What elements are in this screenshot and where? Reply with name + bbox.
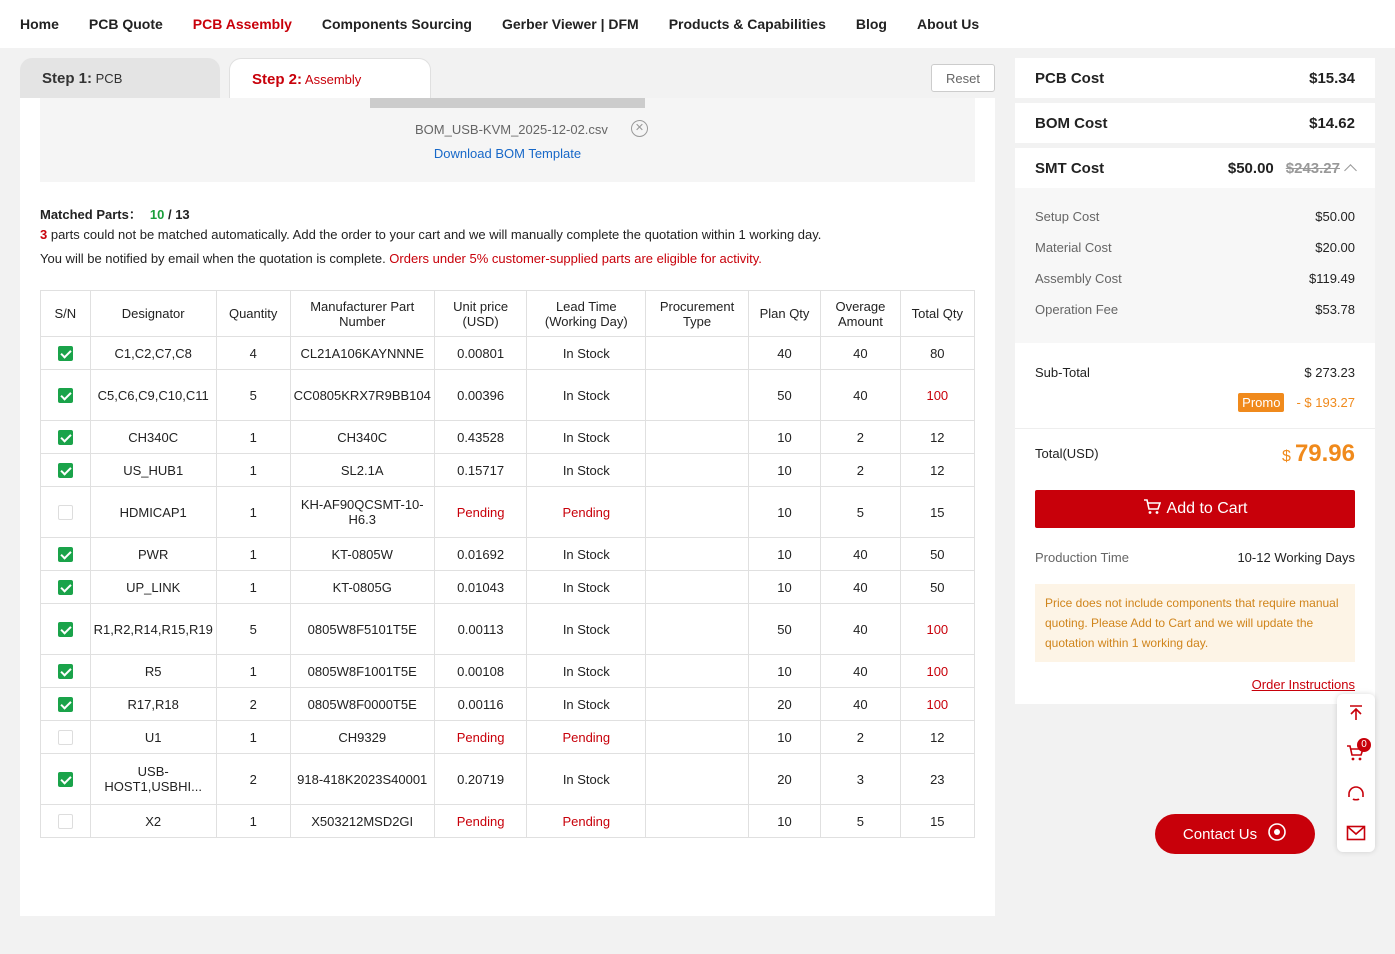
procurement-type-cell	[646, 721, 749, 754]
overage-cell: 5	[821, 805, 900, 838]
subtotal-label: Sub-Total	[1035, 365, 1090, 380]
bom-cost-value: $14.62	[1309, 114, 1355, 132]
activity-notice: Orders under 5% customer-supplied parts are eligible for activity.	[389, 251, 762, 266]
operation-fee-row	[1035, 302, 1355, 317]
sn-cell	[41, 655, 91, 688]
support-icon[interactable]	[1337, 774, 1375, 812]
cart-icon[interactable]	[1337, 734, 1375, 772]
plan-qty-cell: 10	[748, 721, 820, 754]
procurement-type-cell	[646, 487, 749, 538]
procurement-type-cell	[646, 454, 749, 487]
col-header-quantity: Quantity	[216, 291, 290, 337]
procurement-type-cell	[646, 370, 749, 421]
plan-qty-cell: 10	[748, 454, 820, 487]
plan-qty-cell: 10	[748, 805, 820, 838]
contact-us-button[interactable]	[1155, 814, 1315, 854]
order-instructions-link[interactable]: Order Instructions	[1251, 677, 1355, 692]
cart-icon	[1143, 499, 1161, 520]
matched-count: 10	[149, 207, 165, 222]
procurement-type-cell	[646, 688, 749, 721]
table-row	[41, 454, 975, 487]
lead-time-cell: Pending	[527, 805, 646, 838]
row-checkbox[interactable]	[58, 697, 73, 712]
nav-pcb-assembly[interactable]: PCB Assembly	[192, 16, 292, 32]
total-qty-cell: 12	[900, 721, 974, 754]
plan-qty-cell: 10	[748, 487, 820, 538]
quantity-cell: 5	[216, 370, 290, 421]
smt-cost-details	[1015, 188, 1375, 343]
col-header-procurement-type: Procurement Type	[646, 291, 749, 337]
unmatched-notice	[40, 227, 821, 242]
col-header-lead-time: Lead Time (Working Day)	[527, 291, 646, 337]
table-row	[41, 571, 975, 604]
designator-cell: R5	[90, 655, 216, 688]
row-checkbox[interactable]	[58, 772, 73, 787]
cost-summary	[1015, 58, 1375, 704]
overage-cell: 2	[821, 421, 900, 454]
lead-time-cell: In Stock	[527, 655, 646, 688]
table-row	[41, 421, 975, 454]
procurement-type-cell	[646, 805, 749, 838]
nav-blog[interactable]: Blog	[855, 16, 887, 32]
tab-step2-assembly[interactable]	[229, 58, 431, 99]
nav-gerber-viewer[interactable]: Gerber Viewer | DFM	[502, 16, 639, 32]
quantity-cell: 4	[216, 337, 290, 370]
sn-cell	[41, 805, 91, 838]
row-checkbox[interactable]	[58, 463, 73, 478]
tab-step1-pcb[interactable]	[20, 58, 220, 98]
pcb-cost-row	[1015, 58, 1375, 98]
email-notice	[40, 251, 762, 266]
designator-cell: X2	[90, 805, 216, 838]
subtotal-row	[1035, 365, 1355, 380]
smt-cost-value: $50.00	[1227, 159, 1274, 177]
bom-table-header	[41, 291, 975, 337]
unit-price-cell: 0.00108	[434, 655, 526, 688]
mpn-cell: KT-0805G	[290, 571, 434, 604]
setup-cost-value: $50.00	[1315, 209, 1355, 224]
row-checkbox[interactable]	[58, 430, 73, 445]
overage-cell: 40	[821, 571, 900, 604]
smt-cost-values	[1228, 160, 1355, 177]
designator-cell: R17,R18	[90, 688, 216, 721]
unit-price-cell: Pending	[434, 721, 526, 754]
mpn-cell: 0805W8F5101T5E	[290, 604, 434, 655]
col-header-designator: Designator	[90, 291, 216, 337]
promo-discount: - $ 193.27	[1296, 395, 1355, 410]
total-qty-cell: 100	[900, 688, 974, 721]
bom-upload-area	[40, 98, 975, 182]
overage-cell: 40	[821, 538, 900, 571]
nav-products[interactable]: Products & Capabilities	[668, 16, 826, 32]
nav-home[interactable]: Home	[20, 16, 59, 32]
table-row	[41, 538, 975, 571]
email-notice-text: You will be notified by email when the quotation is complete.	[40, 251, 390, 266]
quantity-cell: 1	[216, 538, 290, 571]
overage-cell: 40	[821, 655, 900, 688]
upload-progress-bar	[370, 98, 645, 108]
lead-time-cell: Pending	[527, 487, 646, 538]
quantity-cell: 1	[216, 805, 290, 838]
procurement-type-cell	[646, 655, 749, 688]
mpn-cell: CL21A106KAYNNNE	[290, 337, 434, 370]
total-qty-cell: 12	[900, 454, 974, 487]
lead-time-cell: In Stock	[527, 604, 646, 655]
back-to-top-icon[interactable]	[1337, 694, 1375, 732]
unit-price-cell: 0.01043	[434, 571, 526, 604]
table-row	[41, 655, 975, 688]
procurement-type-cell	[646, 571, 749, 604]
sn-cell	[41, 538, 91, 571]
contact-us-label: Contact Us	[1182, 825, 1258, 843]
unit-price-cell: 0.01692	[434, 538, 526, 571]
lead-time-cell: In Stock	[527, 337, 646, 370]
nav-components-sourcing[interactable]: Components Sourcing	[321, 16, 472, 32]
procurement-type-cell	[646, 421, 749, 454]
mpn-cell: 0805W8F1001T5E	[290, 655, 434, 688]
lead-time-cell: In Stock	[527, 688, 646, 721]
designator-cell: PWR	[90, 538, 216, 571]
mail-icon[interactable]	[1337, 814, 1375, 852]
table-row	[41, 604, 975, 655]
left-panel	[20, 58, 995, 916]
overage-cell: 40	[821, 604, 900, 655]
row-checkbox[interactable]	[58, 346, 73, 361]
row-checkbox[interactable]	[58, 580, 73, 595]
unit-price-cell: 0.00113	[434, 604, 526, 655]
matched-parts-label: Matched Parts：	[40, 207, 142, 222]
subtotal-value: $ 273.23	[1304, 365, 1355, 380]
operation-fee-value: $53.78	[1315, 302, 1355, 317]
overage-cell: 5	[821, 487, 900, 538]
quantity-cell: 5	[216, 604, 290, 655]
unit-price-cell: 0.20719	[434, 754, 526, 805]
smt-original-cost: $243.27	[1285, 159, 1340, 177]
table-row	[41, 721, 975, 754]
top-nav	[0, 0, 1395, 48]
col-header-plan-qty: Plan Qty	[748, 291, 820, 337]
bom-filename: BOM_USB-KVM_2025-12-02.csv	[415, 122, 608, 137]
col-header-mpn: Manufacturer Part Number	[290, 291, 434, 337]
mpn-cell: KT-0805W	[290, 538, 434, 571]
total-currency: $	[1282, 448, 1291, 465]
total-qty-cell: 100	[900, 370, 974, 421]
mpn-cell: X503212MSD2GI	[290, 805, 434, 838]
sn-cell	[41, 721, 91, 754]
quantity-cell: 1	[216, 487, 290, 538]
matched-total: 13	[175, 207, 190, 222]
designator-cell: R1,R2,R14,R15,R19	[90, 604, 216, 655]
unit-price-cell: 0.00396	[434, 370, 526, 421]
divider	[1015, 428, 1375, 429]
unit-price-cell: Pending	[434, 487, 526, 538]
total-amount: 79.96	[1294, 440, 1355, 467]
designator-cell: USB-HOST1,USBHI...	[90, 754, 216, 805]
table-row	[41, 370, 975, 421]
smt-cost-label: SMT Cost	[1035, 159, 1105, 177]
sn-cell	[41, 487, 91, 538]
assembly-cost-row	[1035, 271, 1355, 286]
lead-time-cell: Pending	[527, 721, 646, 754]
total-qty-cell: 100	[900, 604, 974, 655]
quantity-cell: 1	[216, 721, 290, 754]
plan-qty-cell: 20	[748, 754, 820, 805]
lead-time-cell: In Stock	[527, 370, 646, 421]
bom-cost-row	[1015, 103, 1375, 143]
sn-cell	[41, 421, 91, 454]
setup-cost-label: Setup Cost	[1035, 209, 1100, 224]
overage-cell: 2	[821, 454, 900, 487]
bom-table-body	[41, 337, 975, 838]
add-to-cart-label: Add to Cart	[1166, 500, 1248, 517]
designator-cell: US_HUB1	[90, 454, 216, 487]
setup-cost-row	[1035, 209, 1355, 224]
row-checkbox[interactable]	[58, 814, 73, 829]
table-row	[41, 337, 975, 370]
mpn-cell: 0805W8F0000T5E	[290, 688, 434, 721]
tab-step2-name: Assembly	[304, 72, 362, 87]
assembly-panel	[20, 98, 995, 916]
promo-badge: Promo	[1238, 393, 1284, 412]
total-qty-cell: 50	[900, 538, 974, 571]
designator-cell: C1,C2,C7,C8	[90, 337, 216, 370]
quantity-cell: 1	[216, 421, 290, 454]
lead-time-cell: In Stock	[527, 454, 646, 487]
overage-cell: 2	[821, 721, 900, 754]
price-notice: Price does not include components that require manual quoting. Please Add to Cart and we will update the quotation within 1 working day.	[1035, 584, 1355, 662]
total-qty-cell: 80	[900, 337, 974, 370]
sn-cell	[41, 688, 91, 721]
row-checkbox[interactable]	[58, 730, 73, 745]
bom-cost-label: BOM Cost	[1035, 114, 1108, 132]
production-time-value: 10-12 Working Days	[1237, 550, 1355, 565]
col-header-sn: S/N	[41, 291, 91, 337]
designator-cell: HDMICAP1	[90, 487, 216, 538]
procurement-type-cell	[646, 604, 749, 655]
mpn-cell: CC0805KRX7R9BB104	[290, 370, 434, 421]
mpn-cell: SL2.1A	[290, 454, 434, 487]
overage-cell: 40	[821, 370, 900, 421]
table-row	[41, 487, 975, 538]
download-bom-template-link[interactable]: Download BOM Template	[433, 146, 582, 161]
nav-about-us[interactable]: About Us	[916, 16, 980, 32]
total-value	[1282, 440, 1355, 468]
nav-pcb-quote[interactable]: PCB Quote	[88, 16, 163, 32]
total-qty-cell: 15	[900, 487, 974, 538]
total-qty-cell: 12	[900, 421, 974, 454]
production-time-row	[1035, 550, 1355, 565]
procurement-type-cell	[646, 754, 749, 805]
overage-cell: 3	[821, 754, 900, 805]
overage-cell: 40	[821, 688, 900, 721]
sn-cell	[41, 337, 91, 370]
total-qty-cell: 23	[900, 754, 974, 805]
row-checkbox[interactable]	[58, 622, 73, 637]
mpn-cell: 918-418K2023S40001	[290, 754, 434, 805]
promo-row	[1035, 393, 1355, 412]
headset-icon	[1267, 822, 1287, 847]
designator-cell: CH340C	[90, 421, 216, 454]
lead-time-cell: In Stock	[527, 538, 646, 571]
total-qty-cell: 100	[900, 655, 974, 688]
reset-button[interactable]: Reset	[931, 64, 995, 92]
tab-step1-label: Step 1:	[42, 70, 93, 87]
sn-cell	[41, 370, 91, 421]
row-checkbox[interactable]	[58, 664, 73, 679]
matched-parts-summary	[40, 204, 190, 223]
sn-cell	[41, 454, 91, 487]
plan-qty-cell: 20	[748, 688, 820, 721]
quantity-cell: 1	[216, 655, 290, 688]
plan-qty-cell: 10	[748, 421, 820, 454]
mpn-cell: CH340C	[290, 421, 434, 454]
quantity-cell: 2	[216, 754, 290, 805]
lead-time-cell: In Stock	[527, 571, 646, 604]
quantity-cell: 2	[216, 688, 290, 721]
add-to-cart-button[interactable]	[1035, 490, 1355, 528]
table-row	[41, 688, 975, 721]
material-cost-row	[1035, 240, 1355, 255]
designator-cell: C5,C6,C9,C10,C11	[90, 370, 216, 421]
sn-cell	[41, 754, 91, 805]
step-tabs	[20, 58, 995, 98]
col-header-unit-price: Unit price (USD)	[434, 291, 526, 337]
lead-time-cell: In Stock	[527, 754, 646, 805]
table-row	[41, 754, 975, 805]
bom-table	[40, 290, 975, 838]
chevron-up-icon[interactable]	[1344, 164, 1357, 177]
mpn-cell: CH9329	[290, 721, 434, 754]
total-qty-cell: 15	[900, 805, 974, 838]
matched-sep: /	[164, 207, 176, 222]
assembly-cost-value: $119.49	[1308, 271, 1355, 286]
plan-qty-cell: 10	[748, 538, 820, 571]
designator-cell: UP_LINK	[90, 571, 216, 604]
row-checkbox[interactable]	[58, 547, 73, 562]
col-header-overage-amount: Overage Amount	[821, 291, 900, 337]
floating-toolbar	[1337, 694, 1375, 852]
table-row	[41, 805, 975, 838]
material-cost-label: Material Cost	[1035, 240, 1112, 255]
procurement-type-cell	[646, 538, 749, 571]
total-label: Total(USD)	[1035, 446, 1099, 461]
unit-price-cell: 0.43528	[434, 421, 526, 454]
pcb-cost-value: $15.34	[1309, 69, 1355, 87]
quantity-cell: 1	[216, 571, 290, 604]
cart-badge: 0	[1357, 738, 1371, 752]
plan-qty-cell: 10	[748, 655, 820, 688]
unit-price-cell: 0.00116	[434, 688, 526, 721]
plan-qty-cell: 40	[748, 337, 820, 370]
total-qty-cell: 50	[900, 571, 974, 604]
plan-qty-cell: 50	[748, 370, 820, 421]
production-time-label: Production Time	[1035, 550, 1129, 565]
plan-qty-cell: 50	[748, 604, 820, 655]
row-checkbox[interactable]	[58, 388, 73, 403]
pcb-cost-label: PCB Cost	[1035, 69, 1105, 87]
mpn-cell: KH-AF90QCSMT-10-H6.3	[290, 487, 434, 538]
unit-price-cell: 0.00801	[434, 337, 526, 370]
close-circle-icon[interactable]: ✕	[631, 120, 648, 137]
assembly-cost-label: Assembly Cost	[1035, 271, 1122, 286]
sn-cell	[41, 571, 91, 604]
procurement-type-cell	[646, 337, 749, 370]
operation-fee-label: Operation Fee	[1035, 302, 1119, 317]
unit-price-cell: Pending	[434, 805, 526, 838]
lead-time-cell: In Stock	[527, 421, 646, 454]
designator-cell: U1	[90, 721, 216, 754]
tab-step2-label: Step 2:	[252, 71, 303, 88]
col-header-total-qty: Total Qty	[900, 291, 974, 337]
plan-qty-cell: 10	[748, 571, 820, 604]
unit-price-cell: 0.15717	[434, 454, 526, 487]
sn-cell	[41, 604, 91, 655]
tab-step1-name: PCB	[95, 71, 123, 86]
overage-cell: 40	[821, 337, 900, 370]
unmatched-text: parts could not be matched automatically. Add the order to your cart and we will manually complete the quotation within 1 working day.	[47, 227, 822, 242]
unmatched-count: 3	[40, 227, 48, 242]
material-cost-value: $20.00	[1315, 240, 1355, 255]
row-checkbox[interactable]	[58, 505, 73, 520]
smt-cost-row[interactable]	[1015, 148, 1375, 188]
quantity-cell: 1	[216, 454, 290, 487]
